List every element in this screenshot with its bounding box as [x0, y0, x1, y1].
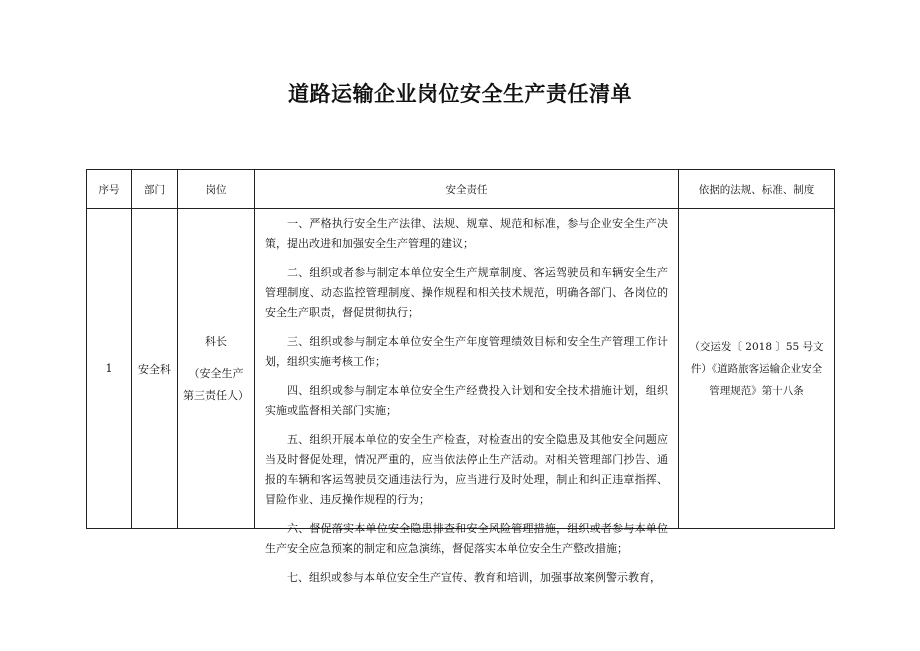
cell-basis [679, 209, 835, 529]
post-note-line2: 第三责任人） [183, 388, 249, 402]
responsibility-item-1: 一、严格执行安全生产法律、法规、规章、规范和标准，参与企业安全生产决策，提出改进和加强安全生产管理的建议； [265, 217, 668, 250]
responsibility-item-2: 二、组织或者参与制定本单位安全生产规章制度、客运驾驶员和车辆安全生产管理制度、动态监控管理制度、操作规程和相关技术规范，明确各部门、各岗位的安全生产职责，督促贯彻执行； [265, 266, 668, 319]
cell-post [178, 209, 255, 529]
cell-department: 安全科 [132, 209, 178, 529]
responsibility-item-3: 三、组织或参与制定本单位安全生产年度管理绩效目标和安全生产管理工作计划，组织实施考核工作； [265, 335, 668, 368]
responsibility-item-5: 五、组织开展本单位的安全生产检查，对检查出的安全隐患及其他安全问题应当及时督促处理，情况严重的，应当依法停止生产活动。对相关管理部门抄告、通报的车辆和客运驾驶员交通违法行为，应当进行及时处理，制止和纠正违章指挥、冒险作业、违反操作规程的行为； [265, 433, 668, 506]
header-basis: 依据的法规、标准、制度 [679, 170, 835, 209]
header-responsibility: 安全责任 [255, 170, 679, 209]
table-header-row [87, 170, 835, 209]
responsibility-table [86, 169, 835, 584]
header-post: 岗位 [178, 170, 255, 209]
responsibility-item-7: 七、组织或参与本单位安全生产宣传、教育和培训，加强事故案例警示教育， [287, 571, 661, 584]
header-department: 部门 [132, 170, 178, 209]
post-note-line1: （安全生产 [188, 366, 244, 380]
basis-text: （交运发〔 2018 〕55 号文件）《道路旅客运输企业安全管理规范》第十八条 [689, 340, 824, 397]
page-title: 道路运输企业岗位安全生产责任清单 [288, 82, 632, 106]
cell-responsibilities [255, 209, 679, 584]
cell-index: 1 [87, 209, 132, 529]
post-title: 科长 [205, 334, 227, 348]
responsibility-item-6: 六、督促落实本单位安全隐患排查和安全风险管理措施，组织或者参与本单位生产安全应急预案的制定和应急演练，督促落实本单位安全生产整改措施； [265, 522, 668, 555]
header-index: 序号 [87, 170, 132, 209]
table-row [87, 209, 835, 529]
responsibility-item-4: 四、组织或参与制定本单位安全生产经费投入计划和安全技术措施计划，组织实施或监督相关部门实施； [265, 384, 668, 417]
